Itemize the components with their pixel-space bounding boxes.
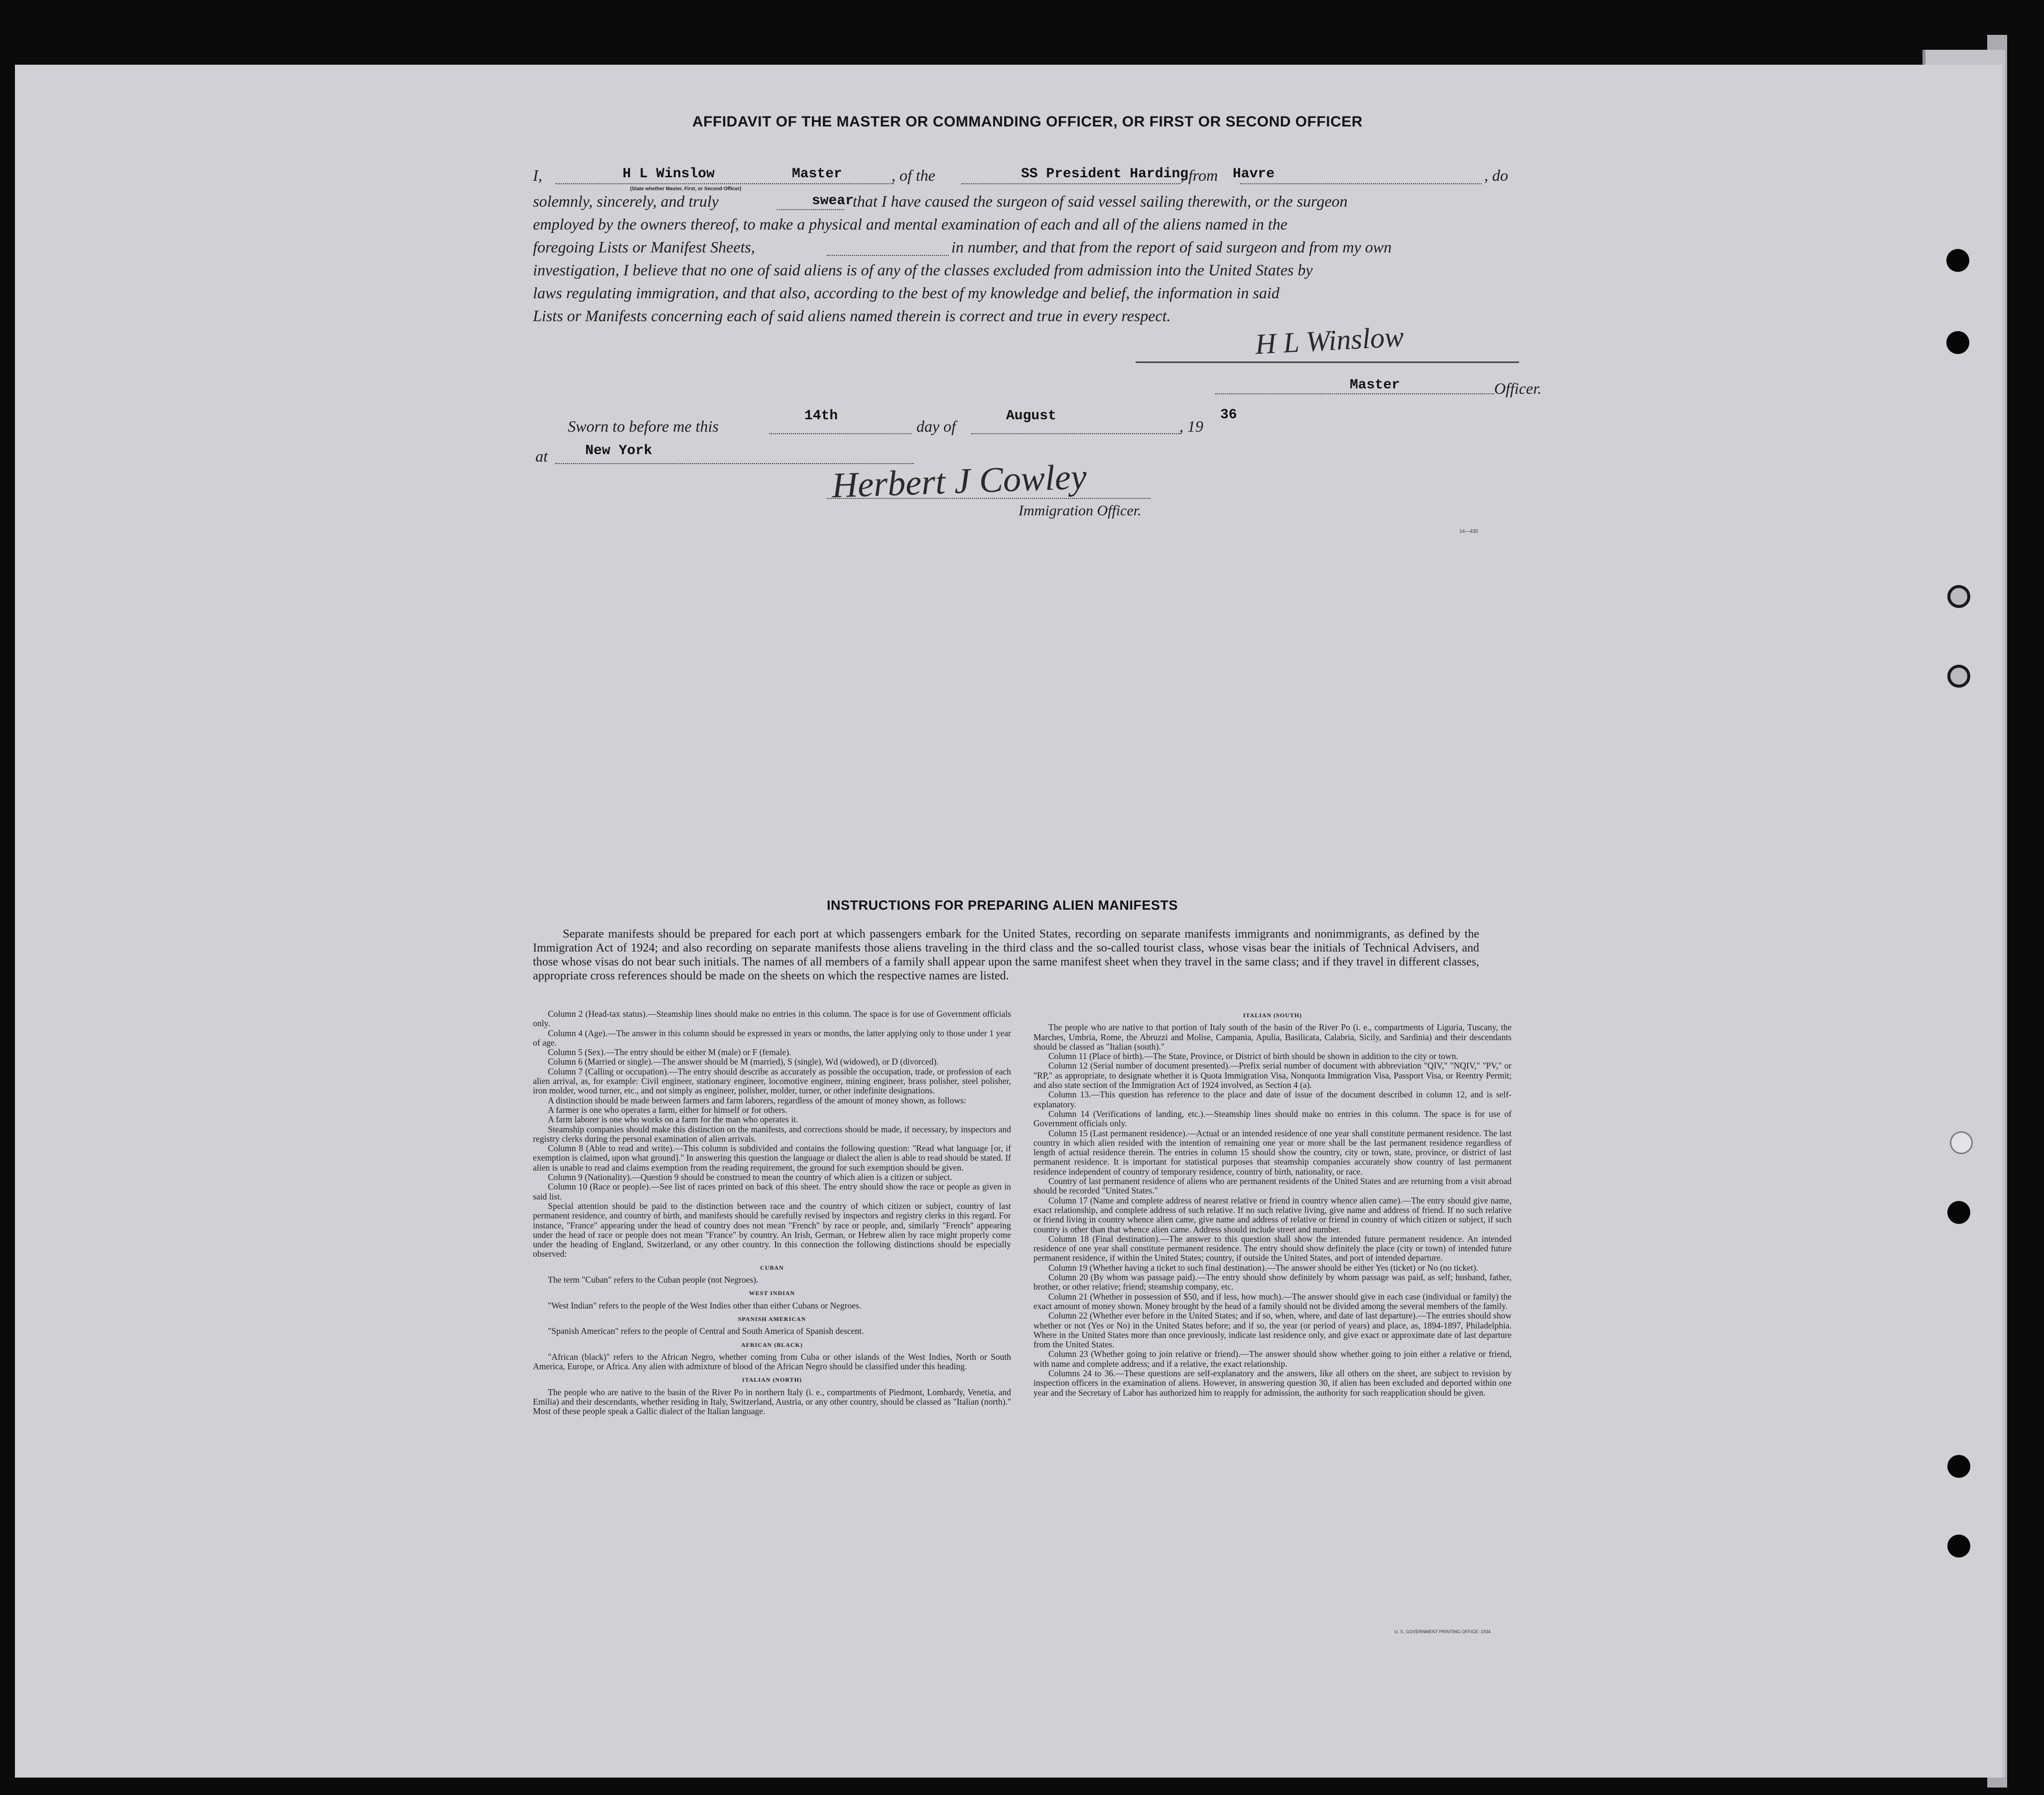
month-field: August: [1006, 408, 1056, 424]
instruction-paragraph: Column 8 (Able to read and write).—This column is subdivided and contains the following question: "Read what language [or, if exemption is claimed, upon what ground]." In answering this question the language or dialect the alien is able to read should be stated. If alien is unable to read and claims exemption from the reading requirement, the ground for such exemption should be given.: [533, 1143, 1011, 1173]
master-name-field: H L Winslow: [623, 166, 715, 182]
form-number: 14—430: [1459, 529, 1478, 534]
do-label: , do: [1484, 166, 1508, 184]
port-rule: [1240, 183, 1482, 184]
punch-hole: [1947, 665, 1970, 688]
punch-hole: [1946, 331, 1969, 354]
immigration-officer-label: Immigration Officer.: [1019, 502, 1142, 519]
instruction-paragraph: Column 18 (Final destination).—The answer to this question shall show the intended future permanent residence. An intended residence of one year shall constitute permanent residence. The entry should show definitely the place (city or town) of intended future permanent residence, if within the United States; country, if outside the United States, and port of intended departure.: [1033, 1233, 1512, 1263]
instructions-intro: Separate manifests should be prepared for each port at which passengers embark for the United States, recording on separate manifests immigrants and nonimmigrants, as defined by the Immigration Act of 1924; and also recording on separate manifests those aliens traveling in the third class and the so-called tourist class, whose visas bear the initials of Technical Advisers, and those whose visas do not bear such initials. The names of all members of a family shall appear upon the same manifest sheet when they travel in the same class; and if they travel in different classes, appropriate cross references should be made on the sheets on which the respective names are listed.: [533, 928, 1479, 982]
count-rule: [827, 255, 949, 256]
instruction-paragraph: Steamship companies should make this distinction on the manifests, and corrections should be made, if necessary, by inspectors and registry clerks during the personal examination of alien arrivals.: [533, 1124, 1011, 1144]
sworn-label: Sworn to before me this: [568, 417, 719, 435]
affidavit-line-2b: that I have caused the surgeon of said vessel sailing therewith, or the surgeon: [853, 192, 1348, 210]
vessel-field: SS President Harding: [1021, 166, 1189, 182]
instruction-paragraph: "African (black)" refers to the African Negro, whether coming from Cuba or other islands of the West Indies, North or South America, Europe, or Africa. Any alien with admixture of blood of the African Negro should be classified under this heading.: [533, 1351, 1011, 1372]
instruction-paragraph: A farmer is one who operates a farm, either for himself or for others.: [548, 1104, 787, 1115]
instructions-title: INSTRUCTIONS FOR PREPARING ALIEN MANIFESTS: [827, 898, 1178, 913]
instruction-paragraph: Column 15 (Last permanent residence).—Actual or an intended residence of one year shall constitute permanent residence. The last country in which alien resided with the intention of remaining one year or more shall be the last permanent residence regardless of length of actual residence therein. The entries in column 15 should show the country, city or town, state, province, or district of last permanent residence. It is important for statistical purposes that steamship companies accurately show country of last permanent residence independent of country of temporary residence, country of birth, nationality, or race.: [1033, 1128, 1512, 1177]
affidavit-line-5: investigation, I believe that no one of said aliens is of any of the classes excluded from admission into the United States by: [533, 261, 1313, 279]
instruction-paragraph: Column 7 (Calling or occupation).—The entry should describe as accurately as possible the occupation, trade, or profession of each alien arrival, as, for example: Civil engineer, stationary engineer, locomotive engineer, mining engineer, brass polisher, steel polisher, iron molder, wood turner, etc., and not simply as engineer, polisher, molder, turner, or other indefinite designations.: [533, 1066, 1011, 1096]
punch-hole: [1946, 249, 1969, 272]
punch-hole: [1947, 1201, 1970, 1224]
section-heading: ITALIAN (NORTH): [742, 1376, 802, 1384]
instruction-paragraph: Column 12 (Serial number of document presented).—Prefix serial number of document with abbreviation "QIV," "NQIV," "PV," or "RP," as appropriate, to designate whether it is Quota Immigration Visa, Nonquota Immigration Visa, Passport Visa, or Reentry Permit; and also state section of the Immigration Act of 1924 involved, as Section 4 (a).: [1033, 1061, 1512, 1090]
immigration-officer-signature: Herbert J Cowley: [831, 457, 1088, 505]
affidavit-line-3: employed by the owners thereof, to make a physical and mental examination of each and all of the aliens named in the: [533, 215, 1287, 233]
oath-field: swear: [812, 193, 854, 209]
section-heading: SPANISH AMERICAN: [738, 1315, 806, 1322]
section-heading: WEST INDIAN: [749, 1290, 795, 1297]
punch-hole: [1947, 585, 1970, 608]
month-rule: [971, 433, 1180, 434]
affidavit-line-2: solemnly, sincerely, and truly: [533, 192, 719, 210]
port-field: Havre: [1233, 166, 1275, 182]
affidavit-line-4b: in number, and that from the report of said surgeon and from my own: [951, 238, 1392, 256]
instruction-paragraph: The term "Cuban" refers to the Cuban people (not Negroes).: [548, 1275, 759, 1285]
instruction-paragraph: Column 14 (Verifications of landing, etc.).—Steamship lines should make no entries in this column. The space is for use of Government officials only.: [1033, 1108, 1512, 1129]
instructions-left-column: [533, 1009, 1011, 1417]
of-the-label: , of the: [892, 166, 935, 184]
instruction-paragraph: Column 9 (Nationality).—Question 9 should be construed to mean the country of which alien is a citizen or subject.: [548, 1172, 952, 1183]
instruction-paragraph: Column 2 (Head-tax status).—Steamship lines should make no entries in this column. The space is for use of Government officials only.: [533, 1009, 1011, 1029]
officer-field: Master: [1350, 377, 1400, 393]
affidavit-line-4: foregoing Lists or Manifest Sheets,: [533, 238, 755, 256]
instruction-paragraph: Column 17 (Name and complete address of nearest relative or friend in country whence alien came).—The entry should give name, exact relationship, and complete address of such relative. If no such relative living, give name and address of friend. If no such relative or friend living in country whence alien came, give name and address of relative or friend in country of which citizen or subject, if such country is other than that whence alien came. Address should include street and number.: [1033, 1195, 1512, 1234]
instruction-paragraph: The people who are native to the basin of the River Po in northern Italy (i. e., compartments of Piedmont, Lombardy, Venetia, and Emilia) and their descendants, whether residing in Italy, Switzerland, Austria, or any other country, should be classed as "Italian (north)." Most of these people speak a Gallic dialect of the Italian language.: [533, 1387, 1011, 1417]
officer-rule: [1215, 393, 1494, 394]
punch-hole: [1947, 1455, 1970, 1478]
name-rule: [555, 183, 894, 184]
punch-hole: [1947, 1535, 1970, 1557]
instruction-paragraph: Columns 24 to 36.—These questions are self-explanatory and the answers, like all others on the sheet, are subject to revision by inspection officers in the examination of aliens. However, in answering question 30, if alien has been excluded and deported within one year and the Secretary of Labor has authorized him to reapply for admission, the authority for such reapplication should be given.: [1033, 1368, 1512, 1398]
officer-hint: (State whether Master, First, or Second Officer): [630, 186, 742, 192]
year-field: 36: [1220, 407, 1237, 423]
instruction-paragraph: Column 13.—This question has reference to the place and date of issue of the document described in column 12, and is self-explanatory.: [1033, 1089, 1512, 1109]
instruction-paragraph: A distinction should be made between farmers and farm laborers, regardless of the amount of money shown, as follows:: [548, 1095, 966, 1105]
instruction-paragraph: "West Indian" refers to the people of the West Indies other than either Cubans or Negroes.: [548, 1300, 862, 1311]
section-heading: AFRICAN (BLACK): [741, 1341, 803, 1348]
instruction-paragraph: A farm laborer is one who works on a farm for the man who operates it.: [548, 1114, 798, 1125]
section-heading: CUBAN: [760, 1264, 784, 1271]
instruction-paragraph: Column 23 (Whether going to join relative or friend).—The answer should show whether going to join either a relative or friend, with name and complete address; and if a relative, the exact relationship.: [1033, 1349, 1512, 1369]
affidavit-title: AFFIDAVIT OF THE MASTER OR COMMANDING OFFICER, OR FIRST OR SECOND OFFICER: [692, 114, 1363, 130]
instruction-paragraph: "Spanish American" refers to the people of Central and South America of Spanish descent.: [548, 1326, 864, 1336]
year-prefix: , 19: [1179, 417, 1203, 435]
affidavit-line-7: Lists or Manifests concerning each of said aliens named therein is correct and true in every respect.: [533, 307, 1171, 325]
instruction-paragraph: Column 6 (Married or single).—The answer should be M (married), S (single), Wd (widowed), or D (divorced).: [548, 1057, 939, 1067]
immigration-officer-rule: [827, 498, 1150, 499]
day-rule: [769, 433, 911, 434]
section-heading: ITALIAN (SOUTH): [1243, 1012, 1302, 1019]
instruction-paragraph: Column 4 (Age).—The answer in this column should be expressed in years or months, the latter applying only to those under 1 year of age.: [533, 1028, 1011, 1048]
instruction-paragraph: Column 19 (Whether having a ticket to such final destination).—The answer should be either Yes (ticket) or No (no ticket).: [1048, 1262, 1479, 1273]
instruction-paragraph: Special attention should be paid to the distinction between race and the country of which citizen or subject, country of last permanent residence, and country of birth, and manifests should be carefully revised by inspectors and registry clerks in this regard. For instance, "France" appearing under the head of country does not mean "French" by race or people, and, similarly "French" appearing under the head of race or people does not mean "France" by country. An Irish, German, or Hebrew alien by race might properly come under the heading of England, Switzerland, or any other country. In this connection the following distinctions should be especially observed:: [533, 1200, 1011, 1259]
oath-rule: [777, 209, 844, 210]
instruction-paragraph: Column 21 (Whether in possession of $50, and if less, how much).—The answer should give in each case (individual or family) the exact amount of money shown. Money brought by the head of a family should not be divided among the several members of the family.: [1033, 1291, 1512, 1311]
punch-hole: [1950, 1131, 1973, 1154]
printer-imprint: U. S. GOVERNMENT PRINTING OFFICE: 1934: [1395, 1629, 1491, 1634]
instructions-right-column: [1033, 1007, 1512, 1398]
from-label: , from: [1180, 166, 1218, 184]
master-signature: H L Winslow: [1254, 320, 1405, 360]
affidavit-line-1: I,: [533, 166, 542, 184]
affidavit-line-6: laws regulating immigration, and that also, according to the best of my knowledge and belief, the information in said: [533, 284, 1279, 302]
officer-suffix: Officer.: [1494, 379, 1542, 397]
at-label: at: [535, 447, 548, 465]
instruction-paragraph: Column 11 (Place of birth).—The State, Province, or District of birth should be shown in addition to the city or town.: [1048, 1051, 1458, 1062]
day-field: 14th: [804, 408, 838, 424]
instruction-paragraph: The people who are native to that portion of Italy south of the basin of the River Po (i. e., compartments of Liguria, Tuscany, the Marches, Umbria, Rome, the Abruzzi and Molise, Campania, Apulia, Basilicata, Calabria, Sicily, and Sardinia) and their descendants should be classed as "Italian (south).": [1033, 1022, 1512, 1052]
signature-rule: [1136, 361, 1519, 363]
rank-field: Master: [792, 166, 842, 182]
place-field: New York: [585, 443, 652, 459]
instruction-paragraph: Country of last permanent residence of aliens who are permanent residents of the United States and are returning from a visit abroad should be recorded "United States.": [1033, 1176, 1512, 1196]
instruction-paragraph: Column 5 (Sex).—The entry should be either M (male) or F (female).: [548, 1047, 791, 1058]
instruction-paragraph: Column 22 (Whether ever before in the United States; and if so, when, where, and date of last departure).—The entries should show whether or not (Yes or No) in the United States before; and if so, the year (or period of years) and place, as, 1894-1897, Philadelphia. Where in the United States more than once previously, indicate last residence only, and give exact or approximate date of last departure from the United States.: [1033, 1311, 1512, 1350]
instruction-paragraph: Column 20 (By whom was passage paid).—The entry should show definitely by whom passage was paid, as self; husband, father, brother, or other relative; friend; steamship company, etc.: [1033, 1272, 1512, 1292]
instruction-paragraph: Column 10 (Race or people).—See list of races printed on back of this sheet. The entry should show the race or people as given in said list.: [533, 1182, 1011, 1201]
day-of-label: day of: [916, 417, 956, 435]
vessel-rule: [961, 183, 1180, 184]
